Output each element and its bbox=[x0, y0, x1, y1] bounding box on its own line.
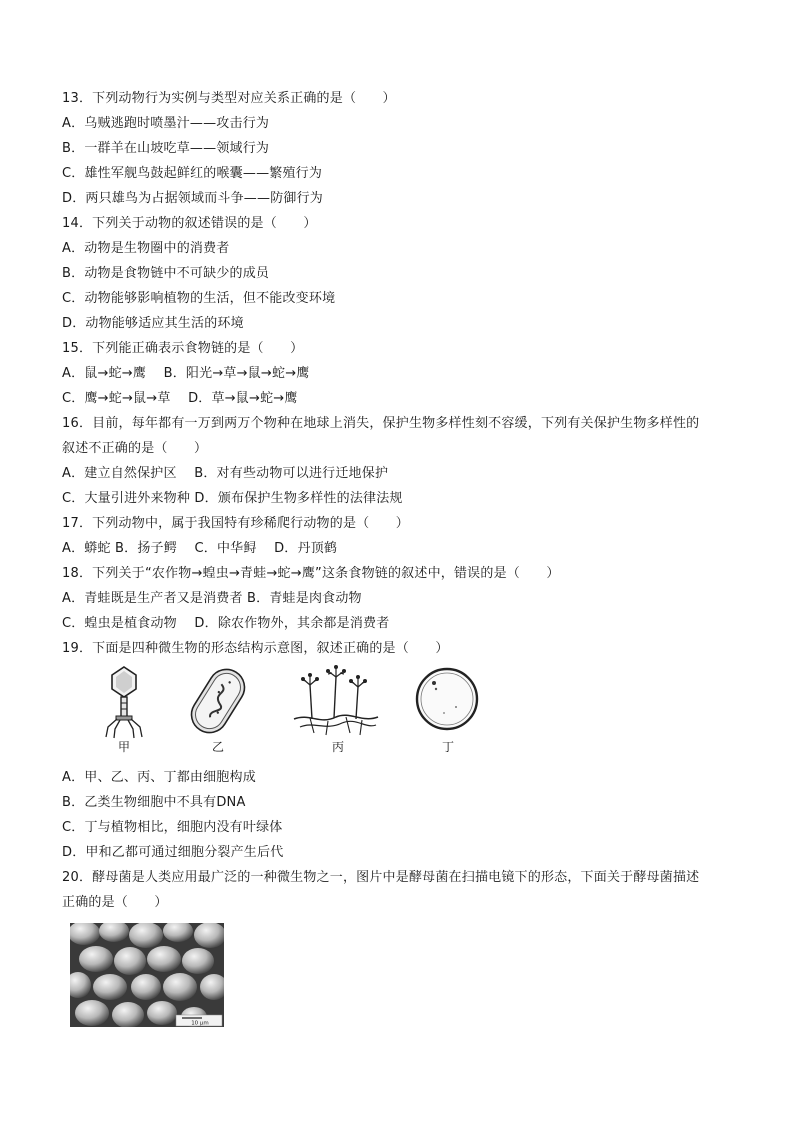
question-17 bbox=[62, 511, 742, 561]
options-a-d: A．蟒蛇 B．扬子鳄 C．中华鲟 D．丹顶鹤 bbox=[62, 541, 338, 556]
question-13 bbox=[62, 86, 742, 211]
options-a-b: A．建立自然保护区 B．对有些动物可以进行迁地保护 bbox=[62, 466, 389, 481]
question-19 bbox=[62, 636, 742, 865]
question-stem-continued: 正确的是（ ） bbox=[62, 895, 168, 910]
question-stem-continued: 叙述不正确的是（ ） bbox=[62, 441, 208, 456]
question-stem: 15．下列能正确表示食物链的是（ ） bbox=[62, 341, 304, 356]
question-14 bbox=[62, 211, 742, 336]
figure-label-jia: 甲 bbox=[117, 740, 130, 754]
option-d: D．甲和乙都可通过细胞分裂产生后代 bbox=[62, 845, 284, 860]
figure-label-bing: 丙 bbox=[331, 740, 344, 754]
question-stem: 13．下列动物行为实例与类型对应关系正确的是（ ） bbox=[62, 91, 396, 106]
option-b: B．一群羊在山坡吃草——领域行为 bbox=[62, 141, 270, 156]
option-b: B．动物是食物链中不可缺少的成员 bbox=[62, 266, 270, 281]
option-d: D．两只雄鸟为占据领域而斗争——防御行为 bbox=[62, 191, 324, 206]
exam-page bbox=[62, 86, 742, 1027]
options-a-b: A．青蛙既是生产者又是消费者 B．青蛙是肉食动物 bbox=[62, 591, 362, 606]
question-stem: 18．下列关于“农作物→蝗虫→青蛙→蛇→鹰”这条食物链的叙述中，错误的是（ ） bbox=[62, 566, 560, 581]
yeast-sem-photo bbox=[70, 923, 224, 1027]
bacteriophage-icon bbox=[96, 663, 152, 739]
question-20 bbox=[62, 865, 742, 1027]
question-stem: 20．酵母菌是人类应用最广泛的一种微生物之一，图片中是酵母菌在扫描电镜下的形态，下面关于酵母菌描述 bbox=[62, 870, 700, 885]
question-stem: 14．下列关于动物的叙述错误的是（ ） bbox=[62, 216, 317, 231]
bacterium-icon bbox=[178, 663, 258, 739]
option-c: C．丁与植物相比，细胞内没有叶绿体 bbox=[62, 820, 283, 835]
option-c: C．动物能够影响植物的生活，但不能改变环境 bbox=[62, 291, 336, 306]
figure-label-ding: 丁 bbox=[441, 740, 454, 754]
microorganism-figure bbox=[96, 663, 486, 763]
option-a: A．乌贼逃跑时喷墨汁——攻击行为 bbox=[62, 116, 270, 131]
option-d: D．动物能够适应其生活的环境 bbox=[62, 316, 244, 331]
option-a: A．甲、乙、丙、丁都由细胞构成 bbox=[62, 770, 256, 785]
question-16 bbox=[62, 411, 742, 511]
option-c: C．雄性军舰鸟鼓起鲜红的喉囊——繁殖行为 bbox=[62, 166, 323, 181]
option-b: B．乙类生物细胞中不具有DNA bbox=[62, 795, 246, 810]
mold-icon bbox=[290, 663, 382, 739]
options-c-d: C．蝗虫是植食动物 D．除农作物外，其余都是消费者 bbox=[62, 616, 390, 631]
question-15 bbox=[62, 336, 742, 411]
question-stem: 19．下面是四种微生物的形态结构示意图，叙述正确的是（ ） bbox=[62, 641, 449, 656]
options-c-d: C．大量引进外来物种 D．颁布保护生物多样性的法律法规 bbox=[62, 491, 403, 506]
question-18 bbox=[62, 561, 742, 636]
option-a: A．动物是生物圈中的消费者 bbox=[62, 241, 230, 256]
question-stem: 16．目前，每年都有一万到两万个物种在地球上消失，保护生物多样性刻不容缓，下列有关保护生物多样性的 bbox=[62, 416, 700, 431]
yeast-cell-icon bbox=[414, 663, 480, 739]
scale-bar-label: 10 μm bbox=[191, 1020, 209, 1027]
question-stem: 17．下列动物中，属于我国特有珍稀爬行动物的是（ ） bbox=[62, 516, 409, 531]
figure-label-yi: 乙 bbox=[211, 740, 224, 754]
options-c-d: C．鹰→蛇→鼠→草 D．草→鼠→蛇→鹰 bbox=[62, 391, 298, 406]
options-a-b: A．鼠→蛇→鹰 B．阳光→草→鼠→蛇→鹰 bbox=[62, 366, 310, 381]
